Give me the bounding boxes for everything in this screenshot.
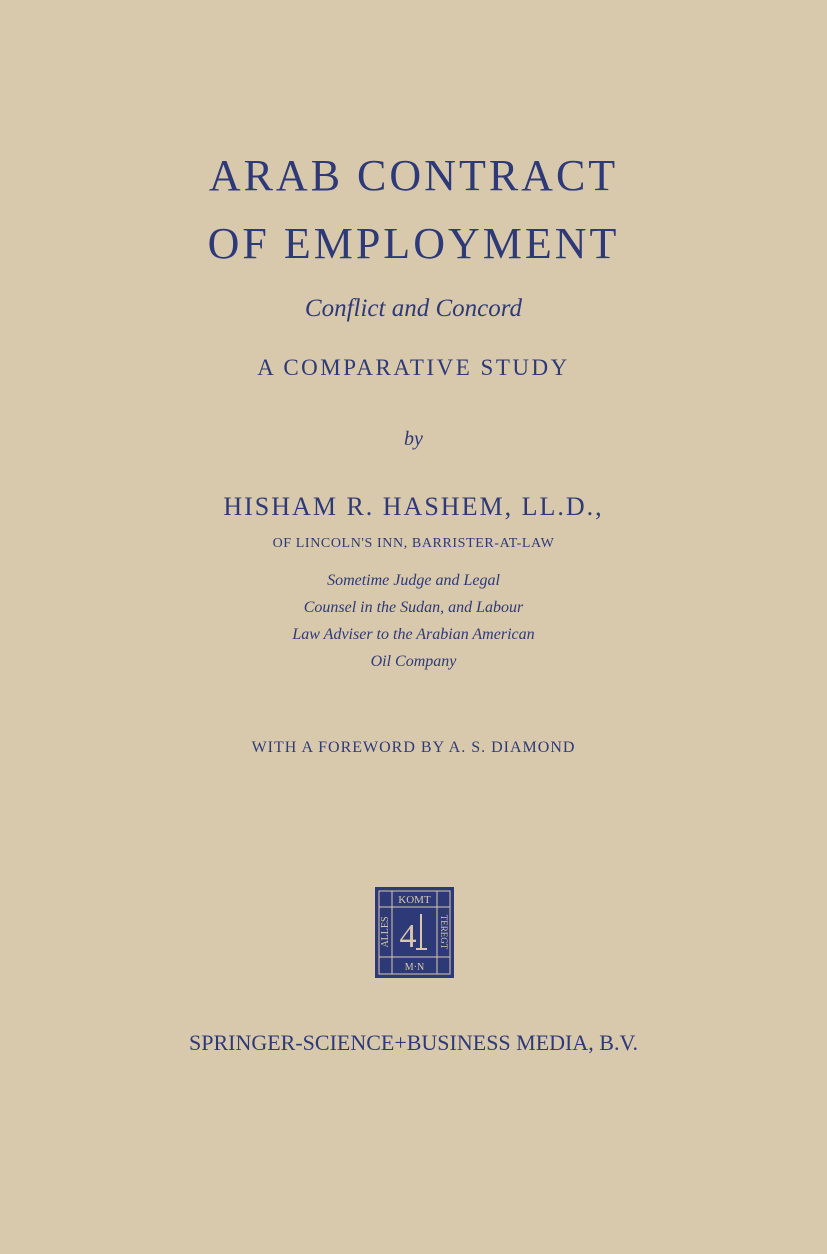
author-affiliation: OF LINCOLN'S INN, BARRISTER-AT-LAW: [272, 536, 555, 551]
by-line: by: [404, 428, 423, 450]
book-title-line-1: ARAB CONTRACT: [208, 151, 619, 200]
author-name: HISHAM R. HASHEM, LL.D.,: [223, 492, 604, 521]
foreword-note: WITH A FOREWORD BY A. S. DIAMOND: [251, 739, 576, 756]
logo-text-left: ALLES: [380, 916, 391, 948]
author-credit-line: Sometime Judge and Legal: [327, 572, 500, 589]
publisher-logo: [375, 887, 454, 978]
logo-text-bottom: M·N: [404, 962, 425, 973]
author-credit-line: Counsel in the Sudan, and Labour: [303, 599, 524, 616]
logo-text-center: 4: [399, 918, 417, 955]
author-credit-line: Oil Company: [370, 653, 457, 670]
book-title-line-2: OF EMPLOYMENT: [207, 219, 620, 268]
logo-text-top: KOMT: [398, 894, 431, 906]
logo-text-right: TEREGT: [439, 914, 449, 950]
book-subtitle: Conflict and Concord: [304, 295, 523, 322]
study-type: A COMPARATIVE STUDY: [257, 355, 570, 380]
publisher-name: SPRINGER-SCIENCE+BUSINESS MEDIA, B.V.: [188, 1030, 638, 1055]
author-credit-line: Law Adviser to the Arabian American: [292, 626, 535, 643]
